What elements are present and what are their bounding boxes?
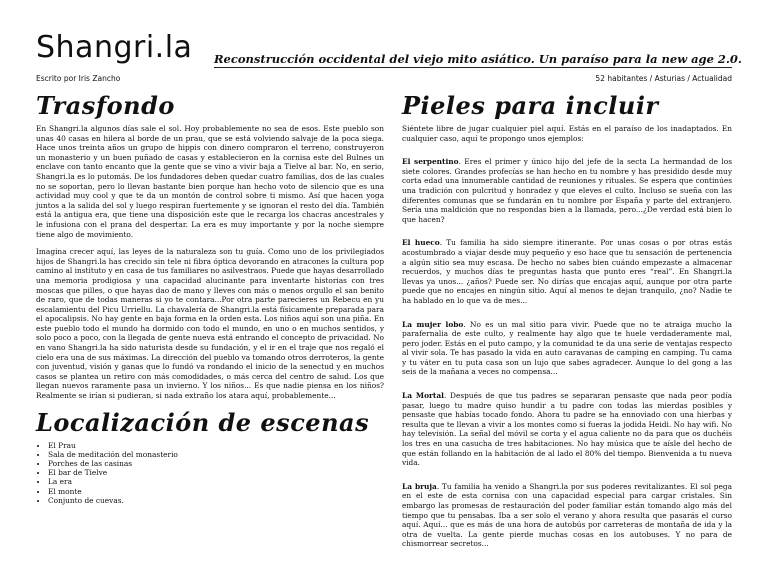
right-column xyxy=(402,92,732,563)
author-line: Escrito por Iris Zancho xyxy=(36,74,121,83)
list-item: • Porches de las casinas xyxy=(48,459,384,468)
skins-intro: Siéntete libre de jugar cualquier piel aquí. Estás en el paraíso de los inadaptados. En cualquier caso, aquí te propongo unos ejemplos: xyxy=(402,124,732,143)
section-title-trasfondo: Trasfondo xyxy=(36,91,175,120)
scenes-list xyxy=(36,441,384,505)
skin-text: . Tu familia ha sido siempre itinerante. Por unas cosas o por otras estás acostumbrado a viajar desde muy pequeño y eso hace que tu sensación de pertenencia a algún sitio sea muy escasa. De hecho no sabes bien cuándo empezaste a almacenar recuerdos, y muchos días te preguntas hasta que punto eres “real”. En Shangri.la llevas ya unos... ¿años? Puede ser. No dirías que encajas aquí, aunque por otra parte puede que no encajes en ningún sitio. Aquí al menos te dejan tranquilo, ¿no? Nadie te ha hablado en lo que va de mes... xyxy=(402,238,732,305)
skin-text: . No es un mal sitio para vivir. Puede que no te atraiga mucho la parafernalia de este culto, y realmente hay algo que te huele verdaderamente mal, pero joder. Estás en el puto campo, y la comunidad te da una serie de ventajas respecto al vivir sola. Te has pasado la vida en auto caravanas de camping en camping. Tu cama y tu váter en tu puta casa son un lujo que sabes agradecer. Aunque lo del gong a las seis de la mañana a veces no compensa... xyxy=(402,319,732,377)
skin-name: La mujer lobo xyxy=(402,319,464,329)
section-title-scenes: Localización de escenas xyxy=(36,407,370,437)
skin-entry xyxy=(402,320,732,378)
skin-name: El hueco xyxy=(402,238,440,248)
skin-text: . Eres el primer y único hijo del jefe de la secta La hermandad de los siete colores. Grandes profecías se han hecho en tu nombre y has presidido desde muy corta edad una innumerable cantidad de reuniones y rituales. Se espera que continúes una tradición con pulcritud y honradez y que eleves el culto. Incluso se sueña con las diferentes comunas que se fundarán en tu nombre por España y parte del extranjero. Sería una maldición que no respondas bien a la llamada, pero...¿De verdad está bien lo que hacen? xyxy=(402,157,732,224)
skin-name: La bruja xyxy=(402,481,437,491)
skin-entry xyxy=(402,482,732,549)
skin-text: . Después de que tus padres se separaran pensaste que nada peor podía pasar, luego tu madre quiso hundir a tu padre con todas las mierdas posibles y pensaste que habías tocado fondo. Ahora tu padre se ha ennoviado con una hierbas y resulta que te llevan a vivir a los montes como si fueras la jodida Heidi. No hay wifi. No hay televisión. La señal del móvil se corta y el agua caliente no da para que os duchéis los tres en una casucha de tres habitaciones. No hay música que te aísle del hecho de que están follando en la habitación de al lado el 80% del tiempo. Bienvenida a tu nueva vida. xyxy=(402,391,732,468)
skin-name: El serpentino xyxy=(402,157,459,167)
brand-title: Shangri.la xyxy=(36,30,193,65)
tagline: Reconstrucción occidental del viejo mito asiático. Un paraíso para la new age 2.0. xyxy=(214,52,742,66)
skin-entry xyxy=(402,157,732,224)
background-paragraph: En Shangri.la algunos días sale el sol. Hoy probablemente no sea de esos. Este pueblo son unas 40 casas en hilera al borde de un prau, que se está volviendo salvaje de la poca siega. Hace unos treinta años un grupo de hippis con dinero compraron el terreno, construyeron un monasterio y un buen puñado de casas y establecieron en la cornisa este del Bulnes un enclave con tanto encanto que la gente que se vino a vivir baja a Tielve al bar. No, en serio, Shangri.la es lo putomás. De los fundadores deben quedar cuatro familias, dos de las cuales no se soportan, pero lo llevan bastante bien porque han hecho voto de silencio que es una actividad muy cool y que te da un montón de control sobre ti mismo. Así que hacen yoga juntos a la salida del sol y luego respiran fuertemente y se ignoran el resto del día. También está la antigua era, que tiene una disposición este que le recarga los chacras ancestrales y le infusiona con el prana del despertar. La era es muy importante y por la noche siempre tiene algo de movimiento. xyxy=(36,124,384,239)
skin-entry xyxy=(402,391,732,468)
section-title-skins: Pieles para incluir xyxy=(402,91,659,120)
list-item: • Sala de meditación del monasterio xyxy=(48,450,384,459)
skin-text: . Tu familia ha venido a Shangri.la por sus poderes revitalizantes. El sol pega en el este de esta cornisa con una capacidad especial para cargar cristales. Sin embargo las promesas de restauración del poder familiar están tomando algo más del tiempo que tu pensabas. Iba a ser solo el verano y ahora resulta que pasarás el curso aquí. Aquí... que es más de una hora de autobús por carreteras de montaña de ida y la otra de vuelta. La gente pierde muchas cosas en los autobuses. Y no para de chismorrear secretos... xyxy=(402,481,732,549)
list-item: • La era xyxy=(48,477,384,486)
list-item: • El Prau xyxy=(48,441,384,450)
setting-meta: 52 habitantes / Asturias / Actualidad xyxy=(595,74,732,83)
list-item: • El bar de Tielve xyxy=(48,468,384,477)
skin-entry xyxy=(402,238,732,305)
background-paragraph: Imagina crecer aquí, las leyes de la naturaleza son tu guía. Como uno de los privilegiados hijos de Shangri.la has crecido sin tele ni fibra óptica devorando en atracones la cultura pop camino al instituto y en casa de tus familiares no asilvestraos. Puede que hayas desarrollado una memoria prodigiosa y una capacidad alucinante para inventarte historias con tres moscas que pilles, o que hayas dao de mano y lleves con más o menos orgullo el san benito de raro, que de todas maneras si yo te contara...Por otra parte parecieres un Rebecu en yu escalamientu del Picu Urriellu. La chavalería de Shangri.la está físicamente preparada para el apocalipsis. No hay gente en baja forma en la orden esta. Los niños aquí son una piña. En este pueblo todo el mundo ha dormido con todo el mundo, en uno o en muchos sentidos, y solo poco a poco, con la llegada de gente nueva está entrando el concepto de privacidad. No en vano Shangri.la ha sido naturista desde su fundación, y el ir en el traje que nos regaló el cielo era una de sus máximas. La dirección del pueblo va tomando otros derroteros, la gente con juventud, visión y ganas que lo fundó va rondando el inicio de la senectud y en muchos casos se plantea un retiro con más comodidades, o más cerca del centro de salud. Los que llegan nuevos raramente pasa un invierno. Y los niños... Es que nadie piensa en los niños? Realmente se irían si pudieran, si nada extraño los atara aquí, probablemente... xyxy=(36,247,384,401)
header-rule xyxy=(214,67,732,68)
list-item: • El monte xyxy=(48,487,384,496)
skin-name: La Mortal xyxy=(402,391,444,401)
list-item: • Conjunto de cuevas. xyxy=(48,496,384,505)
left-column xyxy=(36,92,384,505)
